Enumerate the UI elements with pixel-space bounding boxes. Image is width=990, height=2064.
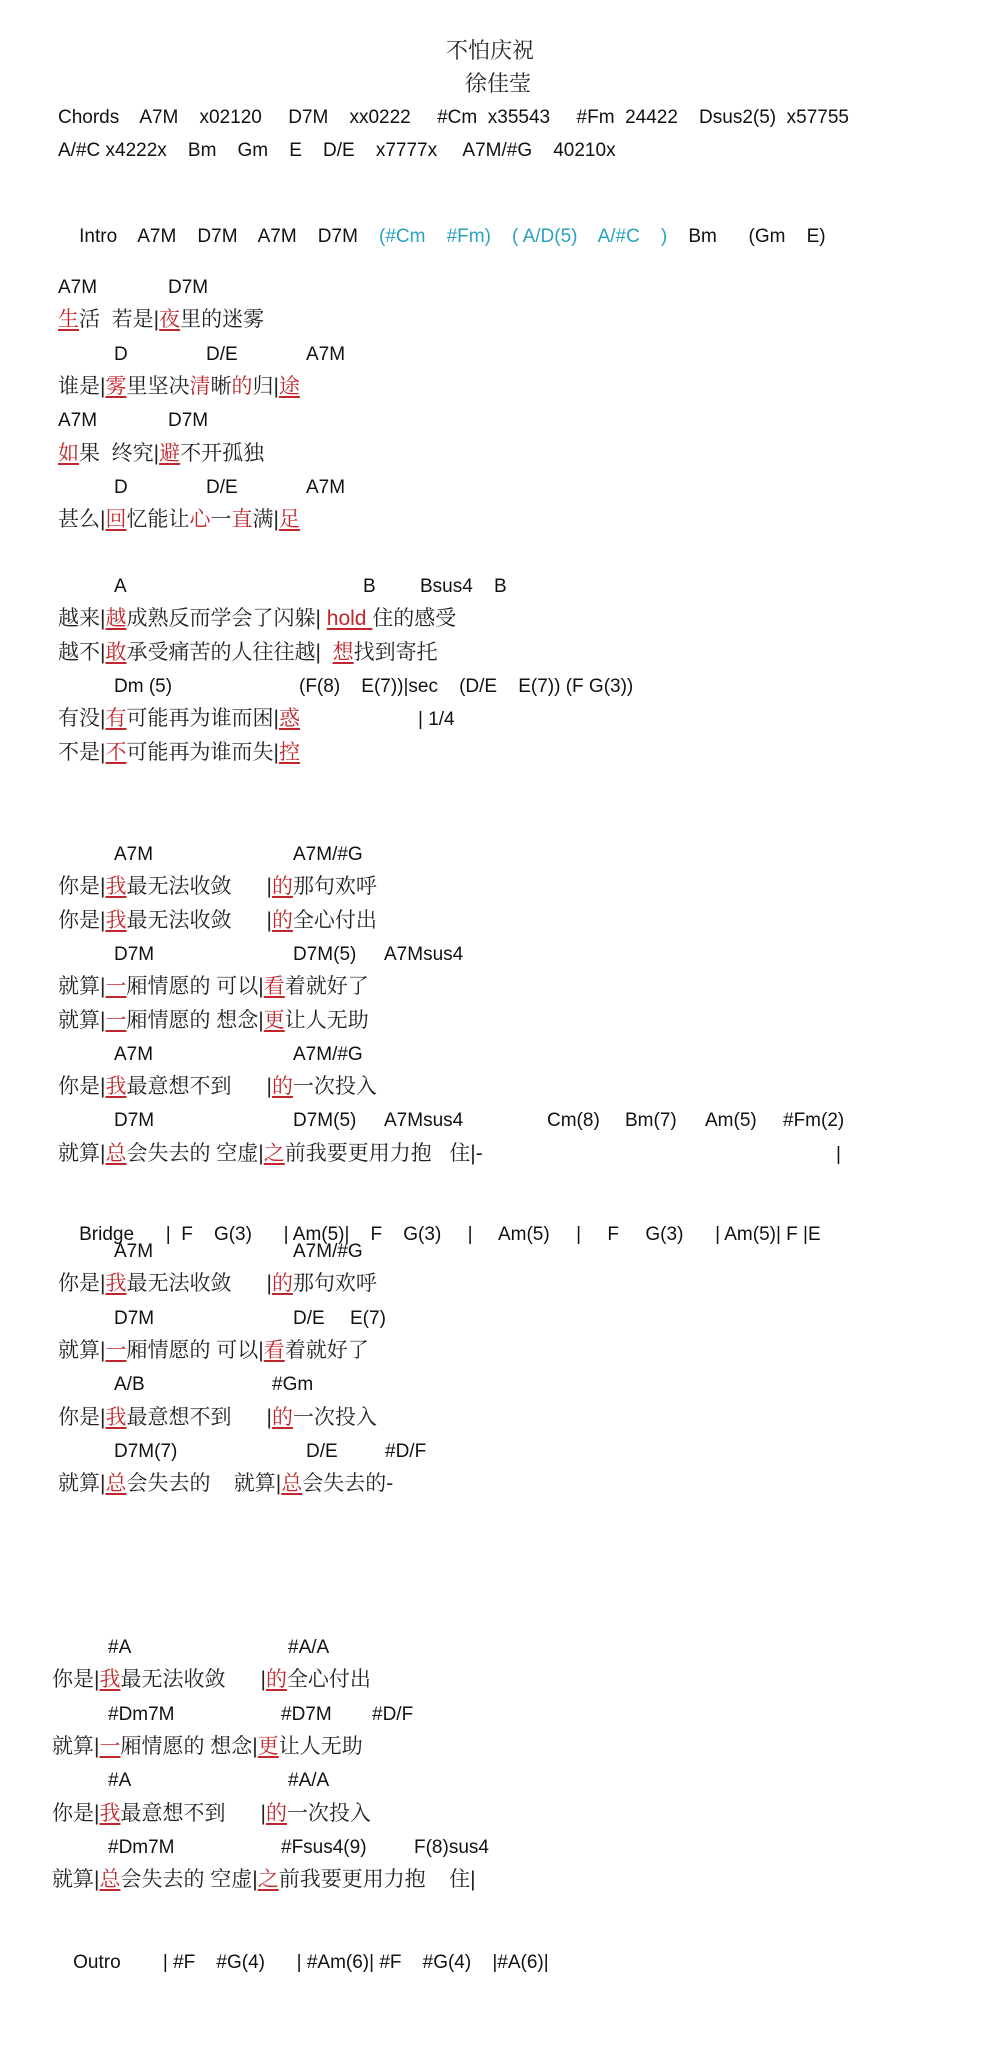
chord-label: A7M/#G (293, 1043, 363, 1065)
lyric-text: 让人无助 (278, 1734, 363, 1758)
lyric-text: 最意想不到 | (126, 1405, 272, 1429)
intro-chords-cyan-1: (#Cm #Fm) (379, 226, 491, 247)
beat-accent-char: 我 (99, 1801, 121, 1825)
lyric-text: 厢情愿的 可以| (126, 1338, 264, 1362)
lyric-text: 就算| (52, 1868, 100, 1892)
lyric-text: 就算| (58, 1008, 106, 1032)
lyric-text: 你是| (58, 1272, 106, 1296)
lyric-line (52, 1736, 363, 1757)
accent-char: 直 (231, 508, 253, 532)
beat-accent-char: 一 (105, 975, 127, 999)
beat-accent-char: 一 (99, 1734, 121, 1758)
chord-label: B (494, 576, 507, 597)
beat-accent-char: 控 (278, 740, 300, 764)
bar-marker: | 1/4 (418, 709, 455, 731)
beat-accent-char: 看 (263, 1338, 285, 1362)
chord-label: Dm (5) (114, 675, 173, 697)
beat-accent-char: 不 (105, 740, 127, 764)
chord-label: A7M (114, 844, 154, 865)
chord-label: D (114, 343, 128, 365)
beat-accent-char: 我 (105, 1075, 127, 1099)
lyric-text: 你是| (58, 1075, 106, 1099)
beat-accent-char: 的 (265, 1668, 287, 1692)
beat-accent-char: 的 (271, 1075, 293, 1099)
lyric-text: 一次投入 (292, 1075, 377, 1099)
lyric-text: 忆能让 (126, 508, 190, 532)
beat-accent-char: 的 (271, 875, 293, 899)
lyric-text: 成熟反而学会了闪躲| (126, 607, 327, 631)
lyric-text: 不是| (58, 740, 106, 764)
lyric-text: 承受痛苦的人往往越| (126, 640, 333, 664)
lyric-text: 就算| (58, 975, 106, 999)
lyric-text: 前我要更用力抱 住|- (284, 1141, 483, 1165)
chord-label: F(8)sus4 (414, 1836, 489, 1858)
lyric-line (52, 1869, 476, 1890)
beat-accent-char: 我 (105, 908, 127, 932)
lyric-text: 就算| (52, 1734, 100, 1758)
lyric-text: 可能再为谁而困| (126, 707, 279, 731)
lyric-line (58, 1143, 483, 1164)
lyric-text: 着就好了 (284, 975, 369, 999)
intro-chords-1: A7M D7M A7M D7M (137, 226, 358, 247)
beat-accent-char: 如 (58, 441, 79, 465)
bar-marker: | (836, 1143, 841, 1165)
lyric-text: 你是| (58, 908, 106, 932)
beat-accent-char: 足 (278, 508, 300, 532)
chord-label: A (114, 576, 127, 597)
beat-accent-char: 总 (99, 1868, 121, 1892)
chord-label: #D/F (372, 1703, 414, 1725)
lyric-text: 不开孤独 (180, 441, 265, 465)
lyric-text: 你是| (52, 1801, 100, 1825)
lyric-text: 那句欢呼 (292, 875, 377, 899)
beat-accent-char: 看 (263, 975, 285, 999)
lyric-line (58, 708, 300, 729)
beat-accent-char: 敢 (105, 640, 127, 664)
beat-accent-char: 的 (271, 1405, 293, 1429)
lyric-text: 最无法收敛 | (126, 908, 272, 932)
lyric-line (58, 1010, 369, 1031)
lyric-line (58, 742, 300, 763)
chord-label: Bm(7) (625, 1110, 677, 1132)
chord-label: #Gm (272, 1374, 314, 1396)
beat-accent-char: 总 (105, 1141, 127, 1165)
chord-label: A7M (114, 1241, 154, 1262)
lyric-line (58, 608, 456, 629)
chord-label: D7M(7) (114, 1440, 178, 1462)
beat-accent-char: 一 (105, 1338, 127, 1362)
lyric-text: 越来| (58, 607, 106, 631)
lyric-line (58, 1473, 393, 1494)
lyric-text: 让人无助 (284, 1008, 369, 1032)
chord-label: D7M(5) (293, 1110, 357, 1132)
lyric-text: 活 若是| (79, 308, 160, 332)
lyric-text: 全心付出 (292, 908, 377, 932)
lyric-line (58, 876, 377, 897)
lyric-line (58, 642, 438, 663)
lyric-text: 就算| (58, 1141, 106, 1165)
chord-label: A7Msus4 (384, 943, 464, 965)
lyric-text: 最无法收敛 | (120, 1668, 266, 1692)
outro-label: Outro (73, 1952, 121, 1973)
bridge-chords: | F G(3) | Am(5)| F G(3) | Am(5) | F G(3) | Am(5)| F |E (165, 1224, 821, 1245)
beat-accent-char: 的 (271, 1272, 293, 1296)
lyric-text: 前我要更用力抱 住| (278, 1868, 476, 1892)
lyric-text: 满| (252, 508, 279, 532)
beat-accent-char: 想 (332, 640, 354, 664)
beat-accent-char: 有 (105, 707, 127, 731)
beat-accent-char: 的 (271, 908, 293, 932)
outro-line (52, 1934, 549, 1991)
chord-label: #A/A (288, 1637, 330, 1658)
chord-label: #A (108, 1770, 132, 1792)
chord-label: #A/A (288, 1770, 330, 1792)
chord-label: Am(5) (705, 1110, 757, 1132)
chord-label: D/E (206, 476, 238, 498)
beat-accent-char: 总 (105, 1472, 127, 1496)
beat-accent-char: 越 (105, 607, 127, 631)
beat-accent-char: 雾 (105, 374, 127, 398)
lyric-line (58, 976, 369, 997)
lyric-text: 会失去的 空虚| (120, 1868, 258, 1892)
chord-label: D/E (206, 343, 238, 365)
beat-accent-char: 的 (265, 1801, 287, 1825)
lyric-line (58, 1407, 377, 1428)
beat-accent-char: 避 (159, 441, 181, 465)
beat-accent-char: hold (326, 607, 373, 631)
lyric-line (58, 1273, 377, 1294)
intro-chords-cyan-2: ( A/D(5) A/#C ) (512, 226, 668, 247)
lyric-line (58, 1340, 369, 1361)
chord-label: #Fsus4(9) (281, 1836, 367, 1858)
lyric-text: 果 终究| (79, 441, 160, 465)
chord-label: A/B (114, 1374, 145, 1396)
song-artist: 徐佳莹 (465, 71, 532, 96)
beat-accent-char: 惑 (278, 707, 300, 731)
chord-label: #Dm7M (108, 1703, 175, 1725)
lyric-text: 最意想不到 | (126, 1075, 272, 1099)
lyric-text: 会失去的- (302, 1472, 394, 1496)
chord-label: D7M (114, 1110, 155, 1132)
lyric-text: 最意想不到 | (120, 1801, 266, 1825)
chord-label: Bsus4 (420, 576, 473, 597)
lyric-line (58, 1076, 377, 1097)
beat-accent-char: 总 (281, 1472, 303, 1496)
chord-label: D7M (168, 277, 209, 298)
chord-label: #D7M (281, 1703, 332, 1725)
chord-label: D7M(5) (293, 943, 357, 965)
chord-label: E(7) (350, 1307, 386, 1329)
beat-accent-char: 我 (105, 875, 127, 899)
chord-label: A7M (114, 1043, 154, 1065)
beat-accent-char: 之 (257, 1868, 279, 1892)
lyric-text: 最无法收敛 | (126, 1272, 272, 1296)
lyric-text: 你是| (52, 1668, 100, 1692)
accent-char: 心 (189, 508, 211, 532)
lyric-line (58, 910, 377, 931)
chord-label: D7M (114, 943, 155, 965)
beat-accent-char: 回 (105, 508, 127, 532)
lyric-text: 全心付出 (286, 1668, 371, 1692)
chord-label: Cm(8) (547, 1110, 600, 1132)
lyric-line (58, 509, 300, 530)
lyric-text: 谁是| (58, 374, 106, 398)
lyric-text: 厢情愿的 想念| (126, 1008, 264, 1032)
chord-label: D (114, 476, 128, 498)
lyric-text: 会失去的 空虚| (126, 1141, 264, 1165)
beat-accent-char: 更 (257, 1734, 279, 1758)
beat-accent-char: 我 (99, 1668, 121, 1692)
lyric-text: 里的迷雾 (180, 308, 265, 332)
lyric-line (58, 443, 264, 464)
lyric-text: 一 (210, 508, 232, 532)
lyric-text: 晰 (210, 374, 232, 398)
lyric-text: 最无法收敛 | (126, 875, 272, 899)
lyric-text: 你是| (58, 875, 106, 899)
chord-label: A7M/#G (293, 1241, 363, 1262)
chord-label: B (363, 576, 376, 597)
chord-label: A7M (306, 343, 346, 365)
beat-accent-char: 生 (58, 308, 79, 332)
lyric-text: 一次投入 (292, 1405, 377, 1429)
lyric-line (58, 376, 300, 397)
bridge-line (58, 1206, 821, 1263)
lyric-text: 你是| (58, 1405, 106, 1429)
beat-accent-char: 一 (105, 1008, 127, 1032)
lyric-text: 越不| (58, 640, 106, 664)
chord-label: (F(8) E(7))|sec (D/E E(7)) (F G(3)) (299, 675, 634, 697)
outro-chords: | #F #G(4) | #Am(6)| #F #G(4) |#A(6)| (162, 1952, 549, 1973)
chord-label: A7M (58, 410, 98, 432)
lyric-text: 找到寄托 (353, 640, 438, 664)
lyric-text: 就算| (58, 1338, 106, 1362)
chord-label: D7M (114, 1307, 155, 1329)
lyric-text: 甚么| (58, 508, 106, 532)
beat-accent-char: 我 (105, 1405, 127, 1429)
lyric-text: 就算| (58, 1472, 106, 1496)
lyric-text: 归| (252, 374, 279, 398)
intro-line (58, 208, 826, 265)
intro-chords-2: Bm (Gm E) (688, 226, 826, 247)
chord-label: #Dm7M (108, 1836, 175, 1858)
lyric-line (52, 1803, 371, 1824)
chord-label: A7M/#G (293, 844, 363, 865)
lyric-text: 一次投入 (286, 1801, 371, 1825)
lyric-text: 厢情愿的 想念| (120, 1734, 258, 1758)
beat-accent-char: 我 (105, 1272, 127, 1296)
beat-accent-char: 夜 (159, 308, 181, 332)
lyric-text: 厢情愿的 可以| (126, 975, 264, 999)
chord-label: #A (108, 1637, 132, 1658)
intro-label: Intro (79, 226, 118, 247)
lyric-text: 那句欢呼 (292, 1272, 377, 1296)
beat-accent-char: 更 (263, 1008, 285, 1032)
lyric-text: 住的感受 (372, 607, 457, 631)
lyric-text: 可能再为谁而失| (126, 740, 279, 764)
beat-accent-char: 途 (278, 374, 300, 398)
song-title: 不怕庆祝 (446, 38, 535, 63)
chord-label: D/E (306, 1440, 338, 1462)
lyric-text: 会失去的 就算| (126, 1472, 282, 1496)
chord-label: #Fm(2) (783, 1110, 845, 1132)
lyric-line (52, 1669, 371, 1690)
chord-label: #D/F (385, 1440, 427, 1462)
chord-label: A7Msus4 (384, 1110, 464, 1132)
lyric-text: 着就好了 (284, 1338, 369, 1362)
lyric-text: 有没| (58, 707, 106, 731)
chord-label: A7M (58, 277, 98, 298)
accent-char: 清 (189, 374, 211, 398)
accent-char: 的 (231, 374, 253, 398)
bridge-label: Bridge (79, 1224, 135, 1245)
lyric-line (58, 309, 264, 330)
chord-label: D7M (168, 410, 209, 432)
chord-label: D/E (293, 1307, 325, 1329)
chord-table-line-2: A/#C x4222x Bm Gm E D/E x7777x A7M/#G 40210x (58, 140, 616, 161)
lyric-text: 里坚决 (126, 374, 190, 398)
chord-label: A7M (306, 476, 346, 498)
chord-table-line-1: Chords A7M x02120 D7M xx0222 #Cm x35543 #Fm 24422 Dsus2(5) x57755 (58, 107, 849, 128)
beat-accent-char: 之 (263, 1141, 285, 1165)
